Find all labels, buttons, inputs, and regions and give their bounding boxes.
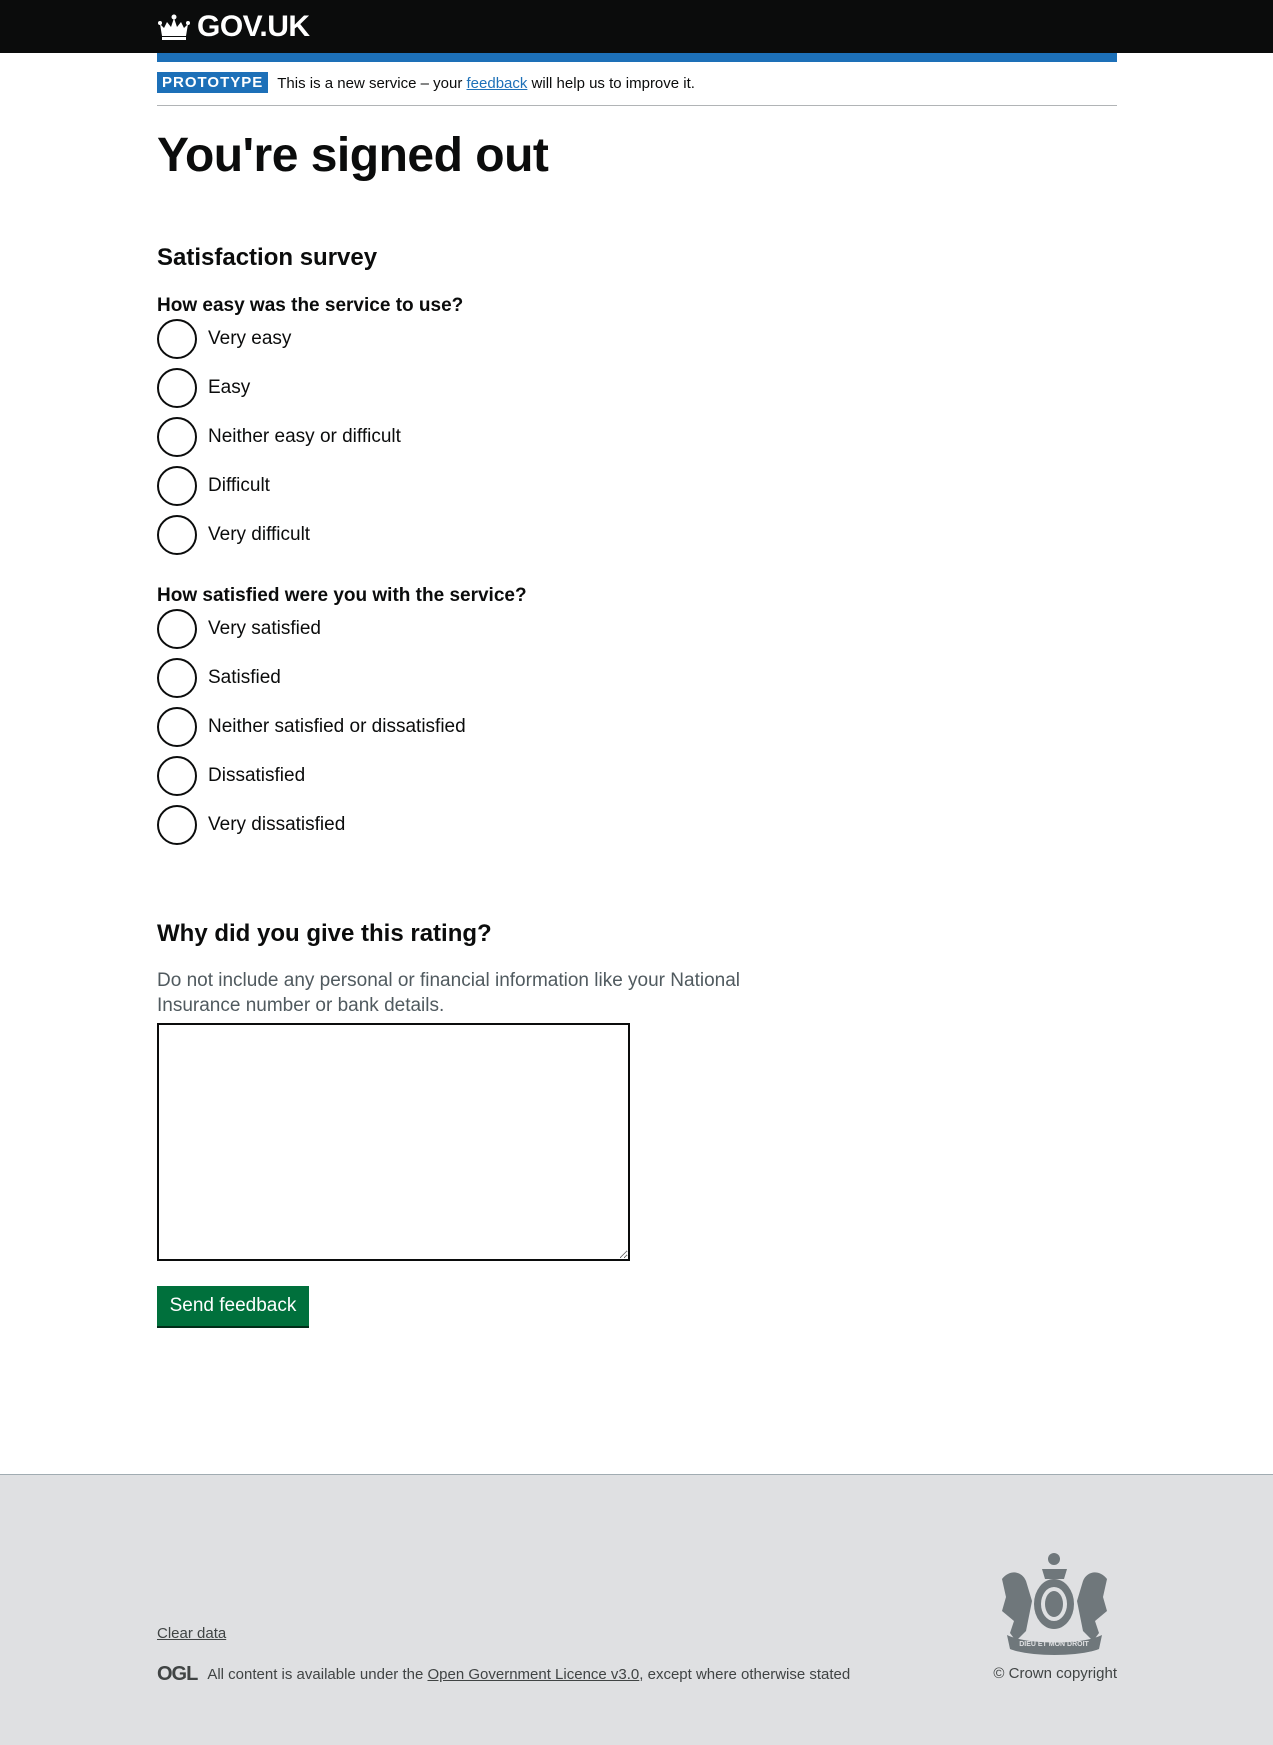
radio-label: Very easy <box>208 328 292 349</box>
radio-label: Very dissatisfied <box>208 814 346 835</box>
q2-radio-group <box>157 609 466 845</box>
crown-copyright: © Crown copyright <box>993 1665 1117 1682</box>
phase-text-after: will help us to improve it. <box>527 75 695 92</box>
radio-button[interactable] <box>157 368 197 408</box>
logo-text: GOV.UK <box>197 10 310 43</box>
licence-link[interactable]: Open Government Licence v3.0 <box>427 1666 640 1683</box>
footer <box>0 1474 1273 1745</box>
q2-radio-option[interactable] <box>157 756 466 796</box>
crown-icon <box>157 14 191 40</box>
licence-text <box>157 1663 850 1686</box>
ogl-logo-icon: OGL <box>157 1663 198 1685</box>
site-header <box>0 0 1273 53</box>
crest-motto: DIEU ET MON DROIT <box>1019 1641 1089 1648</box>
licence-before: All content is available under the <box>207 1666 428 1683</box>
licence-after: , except where otherwise stated <box>639 1666 851 1683</box>
q1-radio-group <box>157 319 401 555</box>
radio-label: Difficult <box>208 475 270 496</box>
radio-button[interactable] <box>157 756 197 796</box>
q1-label: How easy was the service to use? <box>157 295 464 316</box>
radio-label: Very satisfied <box>208 618 321 639</box>
survey-heading: Satisfaction survey <box>157 244 378 271</box>
header-accent-bar <box>157 53 1117 62</box>
phase-text <box>277 72 695 92</box>
phase-banner <box>157 72 1117 106</box>
royal-coat-of-arms-icon <box>992 1549 1117 1655</box>
rating-hint: Do not include any personal or financial information like your National Insurance number or bank details. <box>157 970 740 1016</box>
q2-radio-option[interactable] <box>157 609 466 649</box>
radio-label: Satisfied <box>208 667 281 688</box>
radio-label: Very difficult <box>208 524 311 545</box>
q2-radio-option[interactable] <box>157 658 466 698</box>
radio-button[interactable] <box>157 466 197 506</box>
radio-button[interactable] <box>157 417 197 457</box>
radio-button[interactable] <box>157 319 197 359</box>
radio-label: Neither easy or difficult <box>208 426 401 447</box>
phase-text-before: This is a new service – your <box>277 75 467 92</box>
radio-label: Easy <box>208 377 251 398</box>
q2-label: How satisfied were you with the service? <box>157 585 527 606</box>
q1-radio-option[interactable] <box>157 368 401 408</box>
clear-data-link[interactable]: Clear data <box>157 1625 227 1642</box>
q1-radio-option[interactable] <box>157 417 401 457</box>
radio-button[interactable] <box>157 609 197 649</box>
radio-button[interactable] <box>157 515 197 555</box>
q2-radio-option[interactable] <box>157 707 466 747</box>
rating-heading: Why did you give this rating? <box>157 920 492 947</box>
q1-radio-option[interactable] <box>157 319 401 359</box>
radio-label: Dissatisfied <box>208 765 306 786</box>
phase-tag: PROTOTYPE <box>157 72 268 93</box>
feedback-link[interactable]: feedback <box>466 75 528 92</box>
q1-radio-option[interactable] <box>157 515 401 555</box>
page-title: You're signed out <box>157 129 549 182</box>
govuk-logo-link[interactable] <box>157 10 310 44</box>
radio-button[interactable] <box>157 658 197 698</box>
licence-sentence <box>207 1666 850 1683</box>
radio-button[interactable] <box>157 707 197 747</box>
radio-label: Neither satisfied or dissatisfied <box>208 716 466 737</box>
q1-radio-option[interactable] <box>157 466 401 506</box>
q2-radio-option[interactable] <box>157 805 466 845</box>
rating-textarea[interactable] <box>157 1023 630 1261</box>
radio-button[interactable] <box>157 805 197 845</box>
send-feedback-button[interactable]: Send feedback <box>157 1286 309 1326</box>
